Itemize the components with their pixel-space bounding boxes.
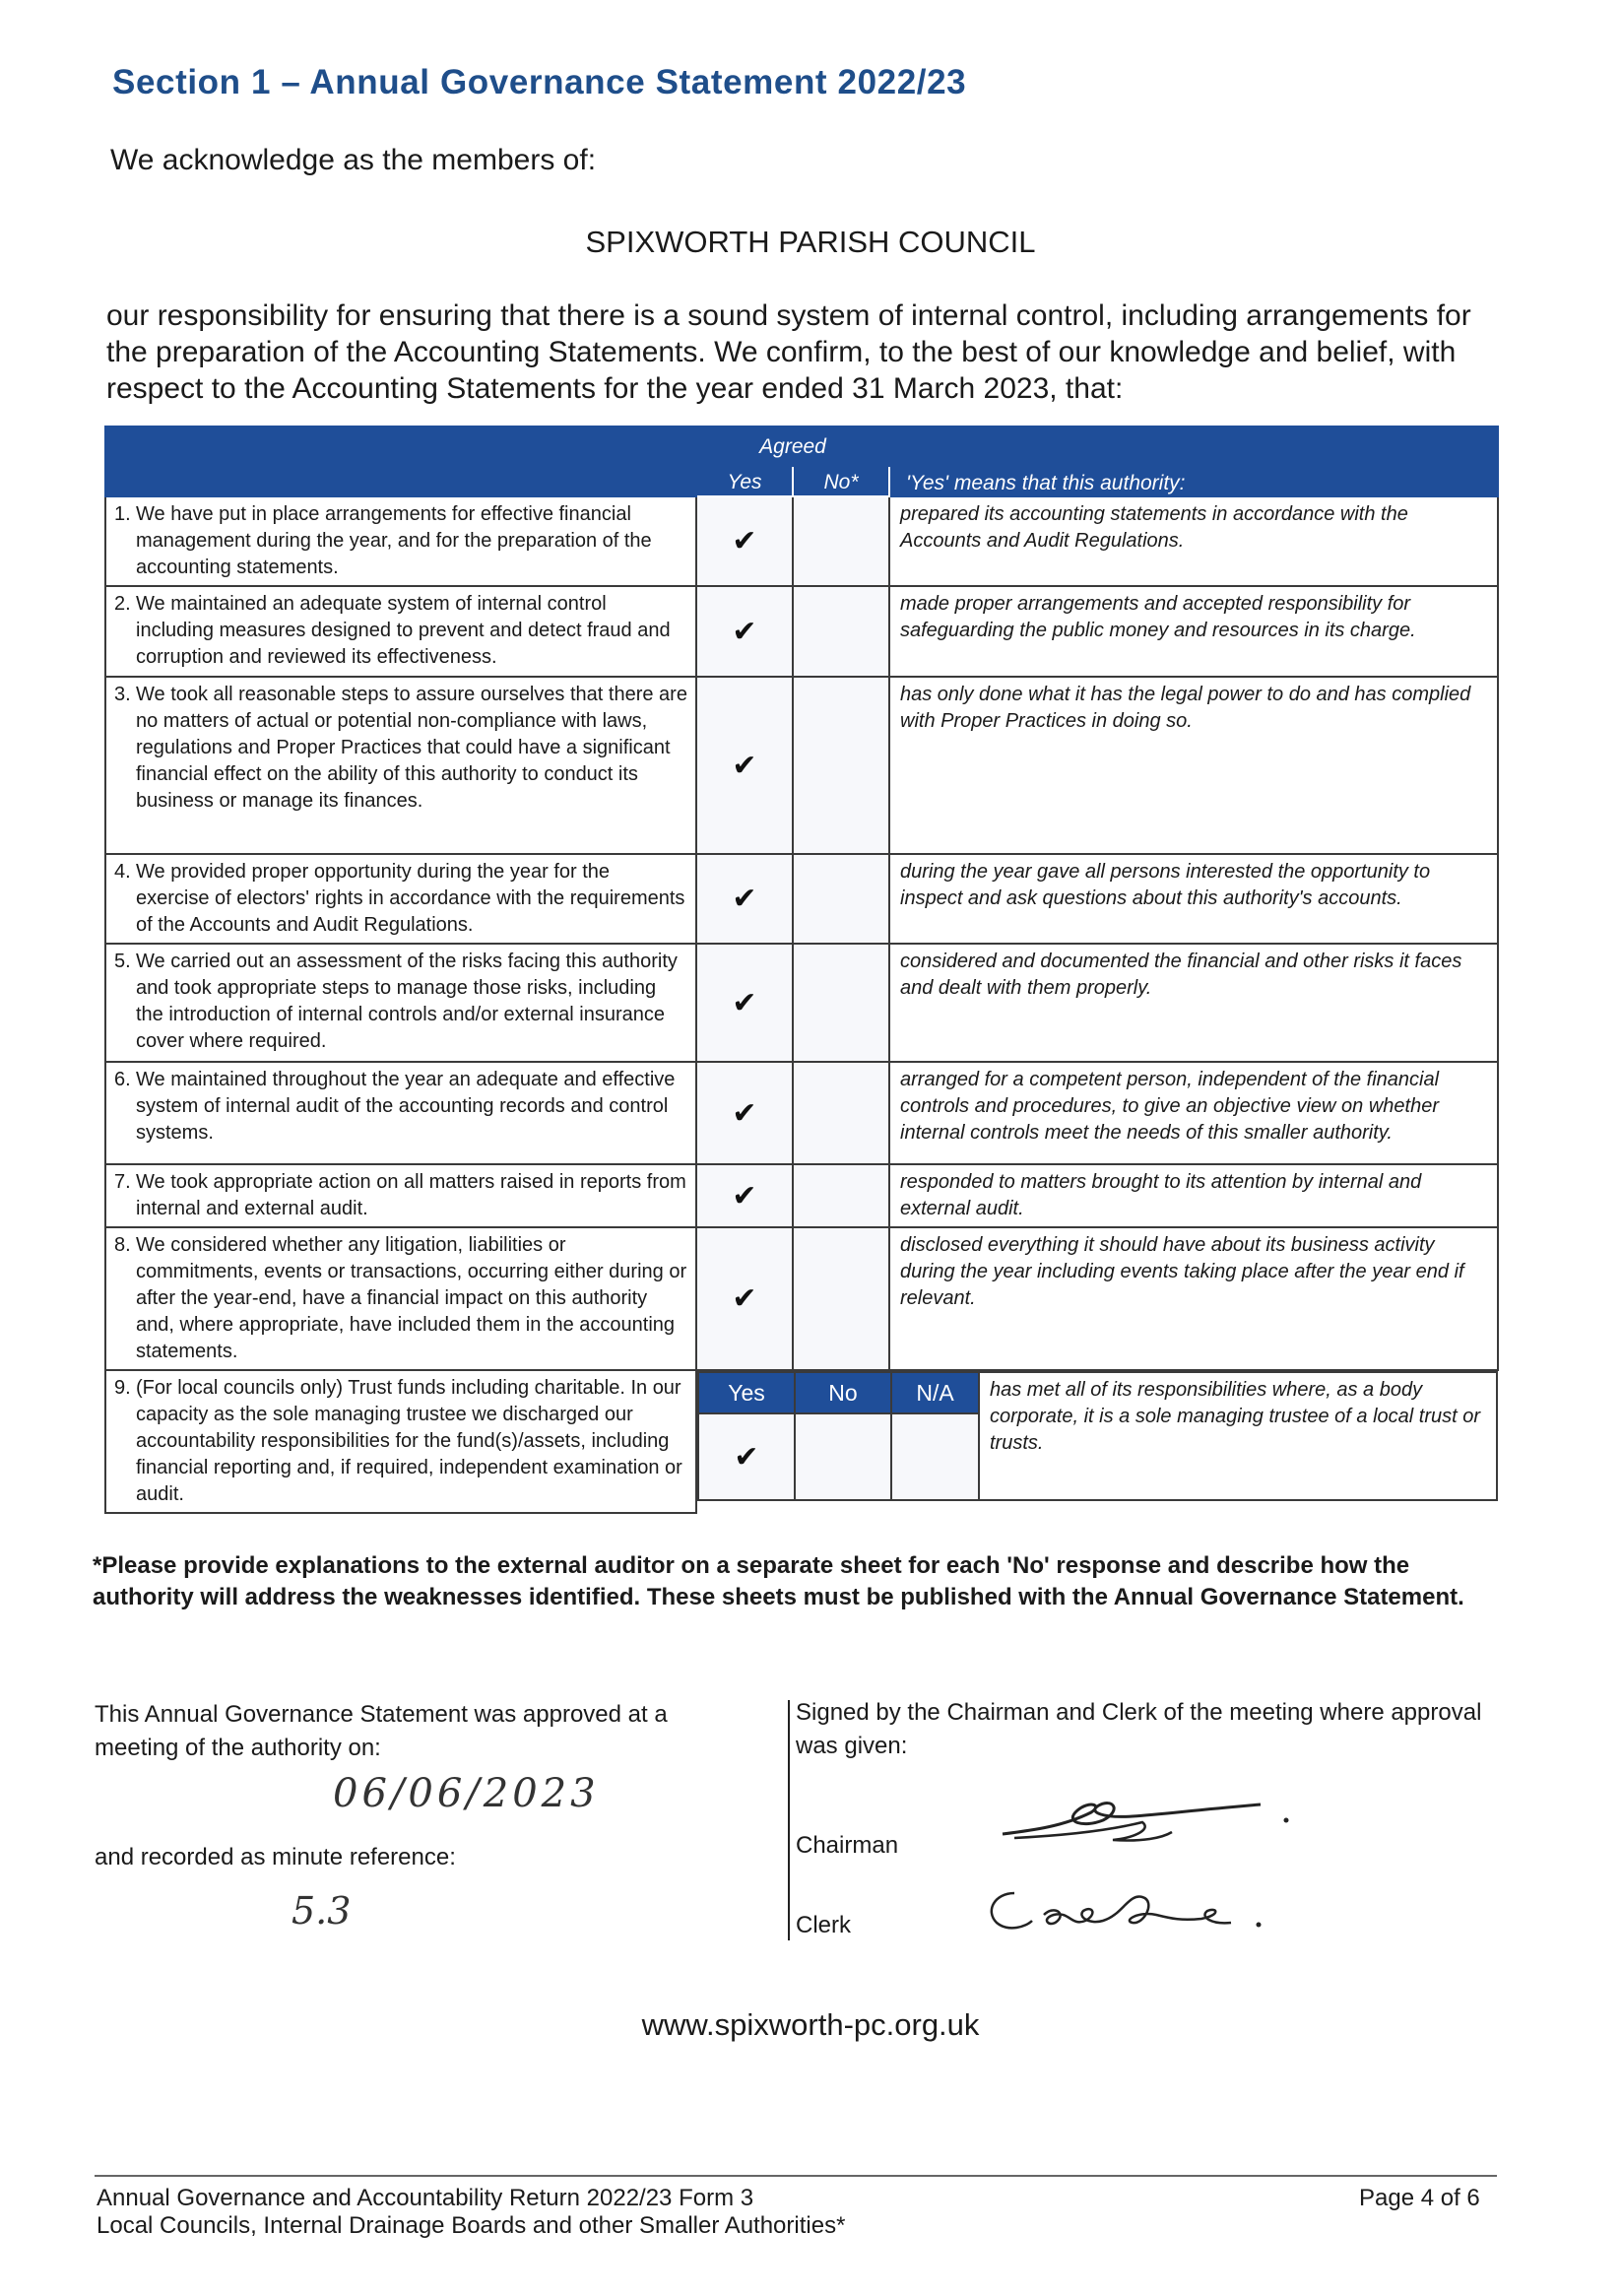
row9-na-header: N/A xyxy=(891,1372,979,1413)
means-text: disclosed everything it should have about its business activity during the year including events taking place after the year end if relevant. xyxy=(889,1227,1498,1370)
yes-checkbox[interactable]: ✔ xyxy=(696,1164,793,1227)
table-row xyxy=(105,586,1498,677)
means-text: considered and documented the financial and other risks it faces and dealt with them properly. xyxy=(889,944,1498,1062)
chairman-signature-icon xyxy=(995,1783,1310,1852)
row9-right xyxy=(696,1370,1498,1513)
table-row xyxy=(105,677,1498,854)
header-blank-right xyxy=(889,426,1498,466)
statement-9: 9. (For local councils only) Trust funds including charitable. In our capacity as the sole managing trustee we discharged our accountability responsibilities for the fund(s)/assets, including financial reporting and, if required, independent examination or audit. xyxy=(105,1370,696,1513)
auditor-note: *Please provide explanations to the external auditor on a separate sheet for each 'No' response and describe how the authority will address the weaknesses identified. These sheets must be published with the Annual Governance Statement. xyxy=(93,1552,1464,1610)
table-row xyxy=(105,854,1498,944)
signature-divider xyxy=(788,1700,790,1940)
table-row xyxy=(105,496,1498,586)
yes-checkbox[interactable]: ✔ xyxy=(696,1062,793,1164)
table-row xyxy=(105,1227,1498,1370)
row9-inner-table xyxy=(697,1371,1498,1501)
page-title: Section 1 – Annual Governance Statement 2022/23 xyxy=(112,63,967,101)
acknowledge-text: We acknowledge as the members of: xyxy=(110,144,597,176)
no-checkbox[interactable] xyxy=(793,586,889,677)
statement-5: 5. We carried out an assessment of the risks facing this authority and took appropriate steps to manage those risks, including the introduction of internal controls and/or external insurance cover where required. xyxy=(105,944,696,1062)
means-text: during the year gave all persons interested the opportunity to inspect and ask questions about this authority's accounts. xyxy=(889,854,1498,944)
yes-checkbox[interactable]: ✔ xyxy=(696,944,793,1062)
no-checkbox[interactable] xyxy=(793,496,889,586)
footer-form-title: Annual Governance and Accountability Return 2022/23 Form 3 xyxy=(97,2185,754,2211)
table-row xyxy=(105,1062,1498,1164)
yes-checkbox[interactable]: ✔ xyxy=(696,854,793,944)
governance-table xyxy=(104,426,1499,1514)
statement-7: 7. We took appropriate action on all matters raised in reports from internal and external audit. xyxy=(105,1164,696,1227)
means-header: 'Yes' means that this authority: xyxy=(889,466,1498,496)
approval-date: 06/06/2023 xyxy=(333,1771,600,1816)
no-checkbox[interactable] xyxy=(793,677,889,854)
statement-1: 1. We have put in place arrangements for effective financial management during the year, and for the preparation of the accounting statements. xyxy=(105,496,696,586)
row9-na-checkbox[interactable] xyxy=(891,1413,979,1500)
footer-authorities: Local Councils, Internal Drainage Boards and other Smaller Authorities* xyxy=(97,2212,846,2239)
no-header: No* xyxy=(793,466,889,496)
yes-checkbox[interactable]: ✔ xyxy=(696,586,793,677)
no-checkbox[interactable] xyxy=(793,1227,889,1370)
yes-checkbox[interactable]: ✔ xyxy=(696,1227,793,1370)
means-text: made proper arrangements and accepted responsibility for safeguarding the public money and resources in its charge. xyxy=(889,586,1498,677)
statement-2: 2. We maintained an adequate system of internal control including measures designed to prevent and detect fraud and corruption and reviewed its effectiveness. xyxy=(105,586,696,677)
yes-header: Yes xyxy=(696,466,793,496)
intro-paragraph: our responsibility for ensuring that there is a sound system of internal control, including arrangements for the preparation of the Accounting Statements. We confirm, to the best of our knowledge and belief, with respect to the Accounting Statements for the year ended 31 March 2023, that: xyxy=(106,299,1471,405)
table-row xyxy=(105,944,1498,1062)
means-text: responded to matters brought to its attention by internal and external audit. xyxy=(889,1164,1498,1227)
yes-checkbox[interactable]: ✔ xyxy=(696,677,793,854)
header-blank xyxy=(105,426,696,466)
chairman-label: Chairman xyxy=(796,1832,899,1859)
no-checkbox[interactable] xyxy=(793,1062,889,1164)
page-number: Page 4 of 6 xyxy=(1359,2185,1480,2211)
approval-text: This Annual Governance Statement was approved at a meeting of the authority on: xyxy=(95,1701,668,1761)
table-row xyxy=(105,1164,1498,1227)
clerk-label: Clerk xyxy=(796,1912,852,1938)
minute-reference: 5.3 xyxy=(292,1889,352,1933)
authority-name: SPIXWORTH PARISH COUNCIL xyxy=(585,225,1036,259)
statement-4: 4. We provided proper opportunity during the year for the exercise of electors' rights in accordance with the requirements of the Accounts and Audit Regulations. xyxy=(105,854,696,944)
means-text: arranged for a competent person, independent of the financial controls and procedures, to give an objective view on whether internal controls meet the needs of this smaller authority. xyxy=(889,1062,1498,1164)
yes-checkbox[interactable]: ✔ xyxy=(696,496,793,586)
row9-no-checkbox[interactable] xyxy=(795,1413,891,1500)
row9-yes-header: Yes xyxy=(698,1372,795,1413)
clerk-signature-icon xyxy=(975,1871,1280,1940)
row9-yes-checkbox[interactable]: ✔ xyxy=(698,1413,795,1500)
website-link[interactable]: www.spixworth-pc.org.uk xyxy=(641,2007,980,2042)
statement-8: 8. We considered whether any litigation, liabilities or commitments, events or transactions, occurring either during or after the year-end, have a financial impact on this authority and, where appropriate, have included them in the accounting statements. xyxy=(105,1227,696,1370)
header-blank-2 xyxy=(105,466,696,496)
agreed-header: Agreed xyxy=(696,426,889,466)
statement-6: 6. We maintained throughout the year an adequate and effective system of internal audit of the accounting records and control systems. xyxy=(105,1062,696,1164)
row9-no-header: No xyxy=(795,1372,891,1413)
row9-means: has met all of its responsibilities where, as a body corporate, it is a sole managing trustee of a local trust or trusts. xyxy=(979,1372,1497,1500)
minute-label: and recorded as minute reference: xyxy=(95,1844,456,1870)
no-checkbox[interactable] xyxy=(793,1164,889,1227)
footer-rule xyxy=(95,2175,1497,2177)
signed-text: Signed by the Chairman and Clerk of the meeting where approval was given: xyxy=(796,1699,1482,1759)
statement-3: 3. We took all reasonable steps to assure ourselves that there are no matters of actual or potential non-compliance with laws, regulations and Proper Practices that could have a significant financial effect on the ability of this authority to conduct its business or manage its finances. xyxy=(105,677,696,854)
means-text: prepared its accounting statements in accordance with the Accounts and Audit Regulations. xyxy=(889,496,1498,586)
no-checkbox[interactable] xyxy=(793,854,889,944)
no-checkbox[interactable] xyxy=(793,944,889,1062)
means-text: has only done what it has the legal power to do and has complied with Proper Practices in doing so. xyxy=(889,677,1498,854)
